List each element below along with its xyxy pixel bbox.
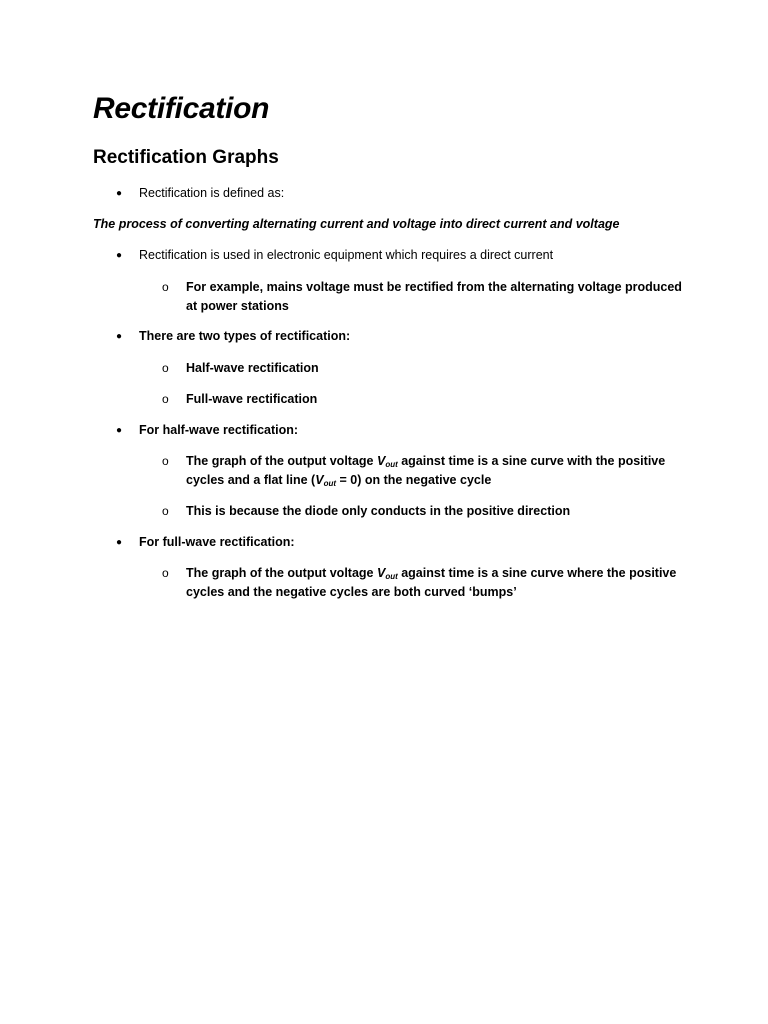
list-item-full-wave: Full-wave rectification: [186, 392, 318, 406]
sub-bullet-marker: o: [162, 566, 169, 580]
text-run: The graph of the output voltage: [186, 566, 377, 580]
list-item-example-line1: For example, mains voltage must be rectified from the alternating voltage produced: [186, 280, 682, 294]
variable-v: V: [315, 473, 324, 487]
list-item-full-graph-line1: [186, 564, 676, 583]
definition-text: The process of converting alternating current and voltage into direct current and voltage: [93, 217, 620, 231]
bullet-marker: ●: [116, 250, 123, 261]
sub-bullet-marker: o: [162, 392, 169, 406]
sub-bullet-marker: o: [162, 280, 169, 294]
text-run: The graph of the output voltage: [186, 454, 377, 468]
list-item-for-full: For full-wave rectification:: [139, 535, 295, 549]
subscript-out: out: [323, 479, 336, 488]
list-item-two-types: There are two types of rectification:: [139, 329, 351, 343]
list-item-used-in: Rectification is used in electronic equipment which requires a direct current: [139, 248, 554, 262]
list-item-half-graph-line1: [186, 452, 665, 471]
section-heading: Rectification Graphs: [93, 147, 279, 168]
bullet-marker: ●: [116, 537, 123, 548]
list-item-example-line2: at power stations: [186, 299, 289, 313]
subscript-out: out: [385, 460, 398, 469]
variable-v: V: [376, 566, 386, 580]
bullet-marker: ●: [116, 331, 123, 342]
list-item-full-graph-line2: cycles and the negative cycles are both curved ‘bumps’: [186, 585, 517, 599]
list-item-half-graph-line2: [186, 471, 491, 490]
variable-v: V: [376, 454, 386, 468]
sub-bullet-marker: o: [162, 361, 169, 375]
list-item-diode: This is because the diode only conducts in the positive direction: [186, 504, 571, 518]
subscript-out: out: [385, 572, 398, 581]
list-item-for-half: For half-wave rectification:: [139, 423, 299, 437]
text-run: cycles and a flat line (: [186, 473, 316, 487]
text-run: against time is a sine curve where the positive: [397, 566, 677, 580]
text-run: against time is a sine curve with the positive: [397, 454, 666, 468]
list-item-defined: Rectification is defined as:: [139, 186, 285, 200]
page-title: Rectification: [93, 92, 270, 125]
sub-bullet-marker: o: [162, 504, 169, 518]
text-run: = 0) on the negative cycle: [336, 473, 492, 487]
list-item-half-wave: Half-wave rectification: [186, 361, 319, 375]
sub-bullet-marker: o: [162, 454, 169, 468]
bullet-marker: ●: [116, 188, 123, 199]
bullet-marker: ●: [116, 425, 123, 436]
